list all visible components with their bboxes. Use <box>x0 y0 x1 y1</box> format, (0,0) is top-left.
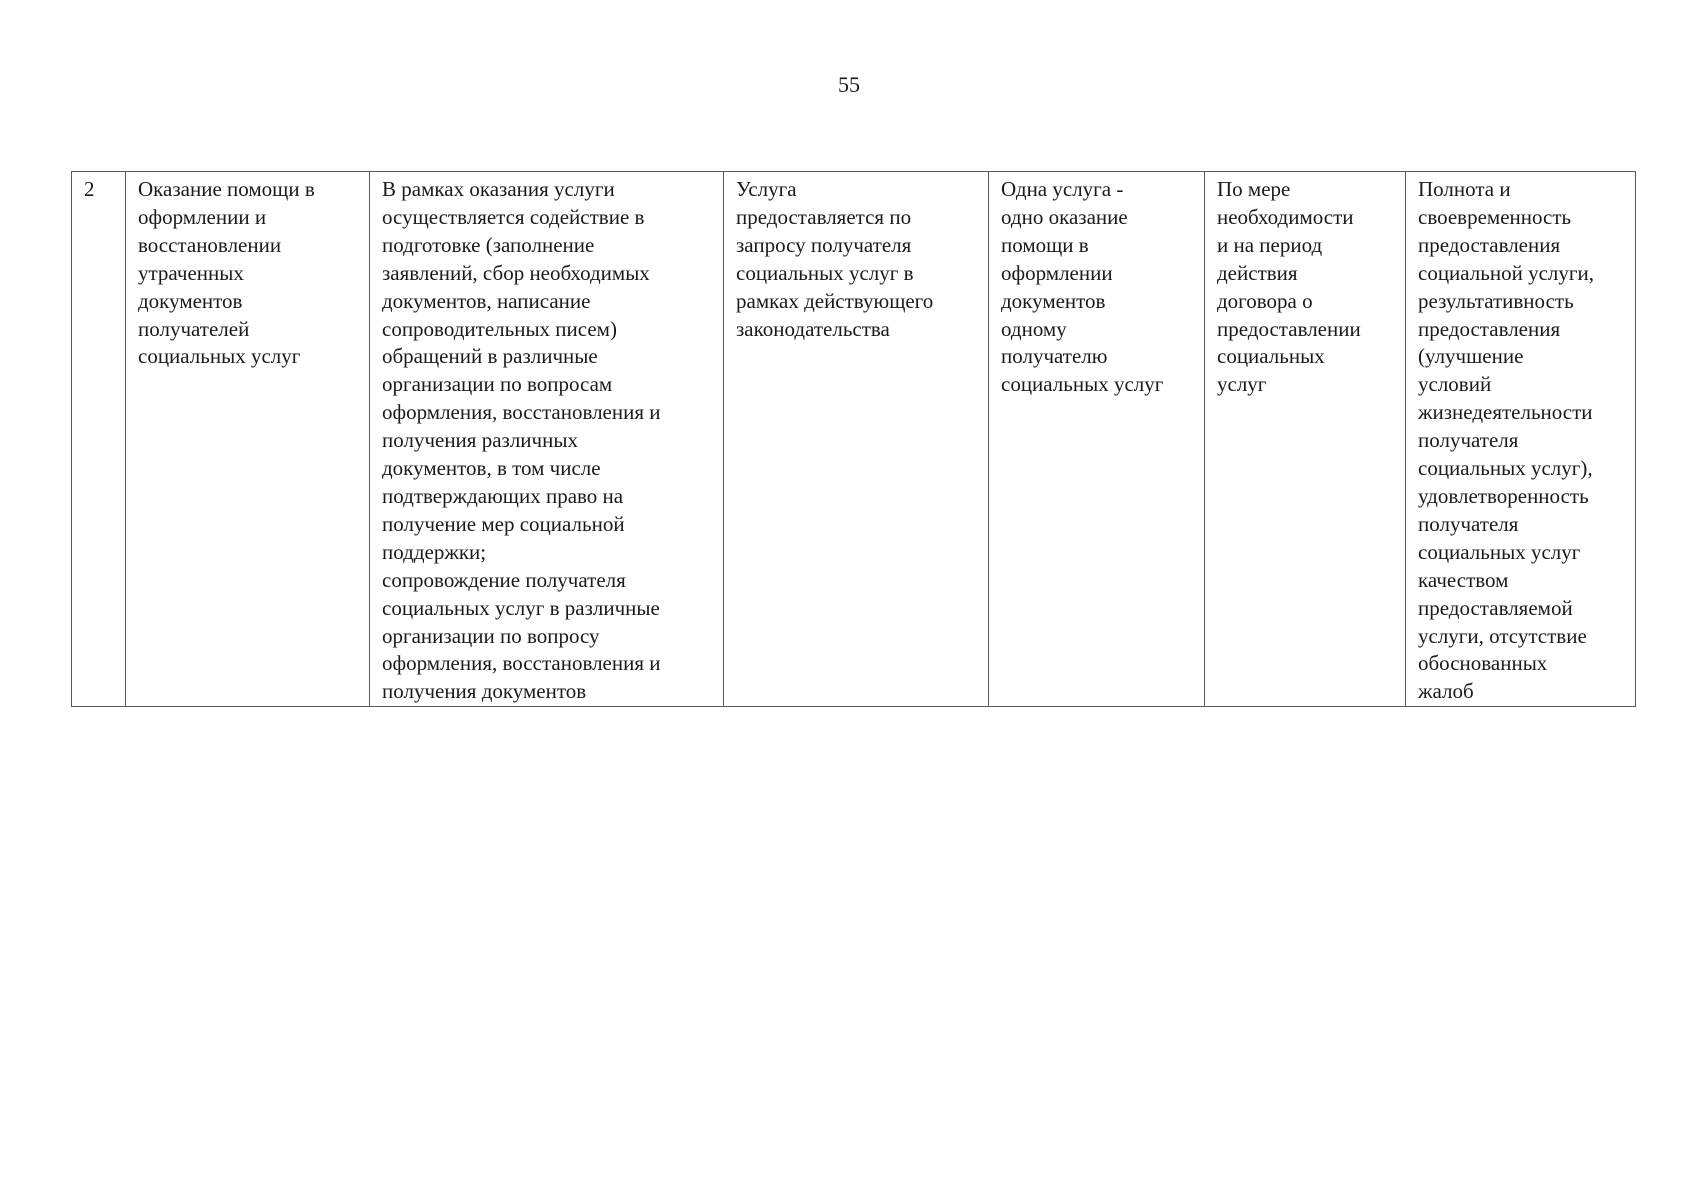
cell-text-line: социальных услуг <box>138 344 301 369</box>
cell-text-line: оформлении и <box>138 204 267 229</box>
cell-text-line: оформлении <box>1001 260 1113 285</box>
cell-text-line: результативность <box>1418 288 1574 313</box>
cell-text-line: сопроводительных писем) <box>382 316 617 341</box>
table-row <box>72 172 1636 707</box>
cell-text-line: (улучшение <box>1418 344 1524 369</box>
cell-text-line: осуществляется содействие в <box>382 204 645 229</box>
service-volume-cell <box>989 172 1205 707</box>
cell-text-line: услуг <box>1217 372 1267 397</box>
cell-text-line: обоснованных <box>1418 651 1548 676</box>
page-number: 55 <box>838 72 860 97</box>
cell-text-line: одному <box>1001 316 1067 341</box>
cell-text-line: По мере <box>1217 177 1291 201</box>
cell-text-line: социальных услуг <box>1001 372 1164 397</box>
row-number-cell <box>72 172 126 707</box>
cell-text-line: помощи в <box>1001 232 1089 257</box>
cell-text-line: получение мер социальной <box>382 511 625 536</box>
cell-text-line: организации по вопросам <box>382 372 613 397</box>
cell-text-line: действия <box>1217 260 1298 285</box>
cell-text-line: получателя <box>1418 511 1519 536</box>
cell-text-line: жизнедеятельности <box>1418 400 1593 425</box>
cell-text-line: сопровождение получателя <box>382 567 626 592</box>
cell-text-line: социальных услуг в различные <box>382 595 660 620</box>
cell-text-line: предоставления <box>1418 232 1561 257</box>
cell-text-line: получателю <box>1001 344 1108 369</box>
cell-text-line: оформления, восстановления и <box>382 400 661 425</box>
cell-text-line: жалоб <box>1418 679 1474 704</box>
cell-text-line: предоставлении <box>1217 316 1361 341</box>
cell-text-line: поддержки; <box>382 539 487 564</box>
service-description-cell <box>370 172 724 707</box>
cell-text-line: Полнота и <box>1418 177 1511 201</box>
cell-text-line: восстановлении <box>138 232 282 257</box>
cell-text-line: и на период <box>1217 232 1323 257</box>
cell-text-line: социальных услуг <box>1418 539 1581 564</box>
cell-text-line: оформления, восстановления и <box>382 651 661 676</box>
cell-text-line: социальных услуг в <box>736 260 914 285</box>
cell-text-line: обращений в различные <box>382 344 598 369</box>
cell-text-line: одно оказание <box>1001 204 1128 229</box>
cell-text-line: договора о <box>1217 288 1313 313</box>
cell-text-line: документов, написание <box>382 288 591 313</box>
cell-text-line: получения различных <box>382 428 578 453</box>
cell-text-line: документов <box>1001 288 1106 313</box>
cell-text-line: запросу получателя <box>736 232 912 257</box>
social-services-table <box>71 171 1636 707</box>
cell-text-line: документов, в том числе <box>382 456 601 481</box>
cell-text-line: получателя <box>1418 428 1519 453</box>
cell-text-line: получения документов <box>382 679 587 704</box>
cell-text-line: Оказание помощи в <box>138 177 315 201</box>
cell-text-line: предоставляемой <box>1418 595 1573 620</box>
cell-text-line: условий <box>1418 372 1492 397</box>
service-name-cell <box>126 172 370 707</box>
row-number: 2 <box>84 177 95 201</box>
cell-text-line: утраченных <box>138 260 244 285</box>
cell-text-line: документов <box>138 288 243 313</box>
cell-text-line: необходимости <box>1217 204 1354 229</box>
cell-text-line: законодательства <box>736 316 890 341</box>
cell-text-line: получателей <box>138 316 250 341</box>
cell-text-line: качеством <box>1418 567 1509 592</box>
cell-text-line: подготовке (заполнение <box>382 232 595 257</box>
cell-text-line: социальных <box>1217 344 1325 369</box>
cell-text-line: своевременность <box>1418 204 1572 229</box>
cell-text-line: услуги, отсутствие <box>1418 623 1587 648</box>
cell-text-line: заявлений, сбор необходимых <box>382 260 650 285</box>
cell-text-line: Одна услуга - <box>1001 177 1124 201</box>
cell-text-line: рамках действующего <box>736 288 934 313</box>
service-term-cell <box>1205 172 1406 707</box>
cell-text-line: организации по вопросу <box>382 623 600 648</box>
cell-text-line: предоставления <box>1418 316 1561 341</box>
cell-text-line: удовлетворенность <box>1418 483 1589 508</box>
provision-conditions-cell <box>724 172 989 707</box>
cell-text-line: предоставляется по <box>736 204 912 229</box>
cell-text-line: подтверждающих право на <box>382 483 624 508</box>
cell-text-line: Услуга <box>736 177 797 201</box>
cell-text-line: социальных услуг), <box>1418 456 1593 481</box>
quality-indicators-cell <box>1406 172 1636 707</box>
cell-text-line: В рамках оказания услуги <box>382 177 615 201</box>
cell-text-line: социальной услуги, <box>1418 260 1594 285</box>
